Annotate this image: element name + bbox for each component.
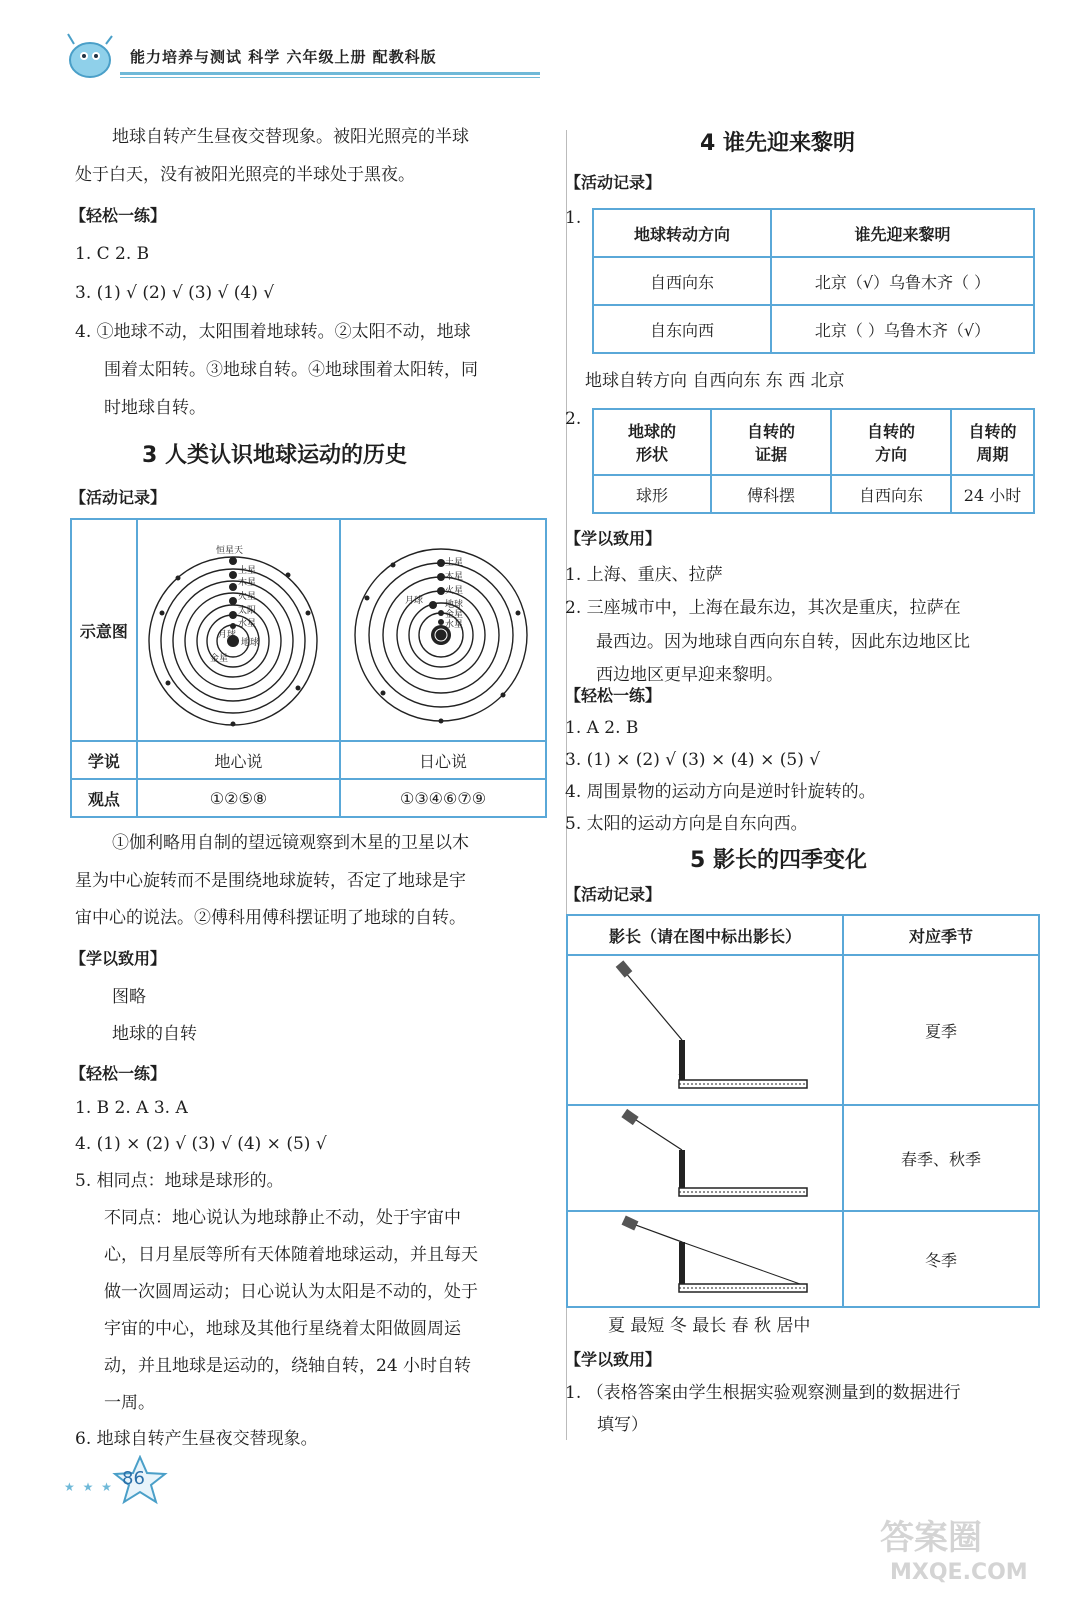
fill-in-line: 夏 最短 冬 最长 春 秋 居中: [608, 1316, 811, 1336]
season-cell: 春季、秋季: [843, 1105, 1039, 1211]
header-line: 自转的: [746, 422, 795, 441]
section-tag: 【学以致用】: [565, 1350, 662, 1369]
answer-line: 不同点：地心说认为地球静止不动，处于宇宙中: [104, 1208, 461, 1228]
answer-line: 1. （表格答案由学生根据实验观察测量到的数据进行: [565, 1383, 961, 1403]
dots-decoration: ★ ★ ★: [64, 1480, 114, 1494]
table-header: 影长（请在图中标出影长）: [567, 915, 843, 955]
answer-line: 5. 相同点：地球是球形的。: [75, 1171, 284, 1191]
table-cell: 球形: [593, 475, 711, 513]
answer-line: 4. 周围景物的运动方向是逆时针旋转的。: [565, 782, 876, 802]
answer-line: 西边地区更早迎来黎明。: [596, 665, 783, 685]
shadow-diagram: [567, 955, 843, 1105]
answer-line: 一周。: [104, 1393, 155, 1413]
header-line: 周期: [976, 445, 1009, 464]
table-cell: 北京（ ）乌鲁木齐（√）: [771, 305, 1034, 353]
table-header: 对应季节: [843, 915, 1039, 955]
section-title: 3 人类认识地球运动的历史: [142, 443, 407, 468]
answer-line: 心，日月星辰等所有天体随着地球运动，并且每天: [104, 1245, 478, 1265]
shadow-diagram: [567, 1105, 843, 1211]
helio-label: 地球: [445, 600, 464, 610]
section-tag: 【轻松一练】: [70, 206, 167, 225]
answer-line: 最西边。因为地球自西向东自转，因此东边地区比: [596, 632, 970, 652]
season-cell: 夏季: [843, 955, 1039, 1105]
explain-line: 宙中心的说法。②傅科用傅科摆证明了地球的自转。: [75, 908, 466, 928]
header-line: 自转的: [866, 422, 915, 441]
table-header: 谁先迎来黎明: [771, 209, 1034, 257]
table-header: [951, 409, 1034, 475]
answer-line: 1. A 2. B: [565, 718, 639, 738]
rotation-table: [592, 408, 1035, 514]
section-title: 4 谁先迎来黎明: [700, 131, 855, 156]
geo-label: 月球: [218, 630, 237, 640]
winter-shadow-icon: [575, 1212, 835, 1302]
table-header: [831, 409, 951, 475]
section-tag: 【活动记录】: [70, 488, 167, 507]
answer-line: 4. ①地球不动，太阳围着地球转。②太阳不动，地球: [75, 322, 471, 342]
intro-line: 地球自转产生昼夜交替现象。被阳光照亮的半球: [112, 127, 469, 147]
equinox-shadow-icon: [575, 1106, 835, 1206]
explain-line: ①伽利略用自制的望远镜观察到木星的卫星以木: [112, 833, 469, 853]
geocentric-model-icon: [148, 523, 328, 733]
section-title: 5 影长的四季变化: [690, 848, 867, 873]
theory-name: 地心说: [137, 741, 340, 779]
header-title: 能力培养与测试 科学 六年级上册 配教科版: [130, 48, 437, 66]
intro-line: 处于白天，没有被阳光照亮的半球处于黑夜。: [75, 165, 415, 185]
item-number: 1.: [565, 208, 582, 228]
answer-line: 4. (1) × (2) √ (3) √ (4) × (5) √: [75, 1134, 327, 1154]
summer-shadow-icon: [575, 958, 835, 1098]
answer-line: 3. (1) × (2) √ (3) × (4) × (5) √: [565, 750, 821, 770]
section-tag: 【轻松一练】: [565, 686, 662, 705]
answer-line: 3. (1) √ (2) √ (3) √ (4) √: [75, 283, 275, 303]
page-number: 86: [122, 1468, 145, 1489]
helio-label: 月球: [405, 596, 424, 606]
shadow-diagram: [567, 1211, 843, 1307]
answer-line: 1. 上海、重庆、拉萨: [565, 565, 723, 585]
answer-line: 围着太阳转。③地球自转。④地球围着太阳转，同: [104, 360, 478, 380]
table-cell: 北京（√）乌鲁木齐（ ）: [771, 257, 1034, 305]
geo-label: 地球: [241, 638, 260, 648]
answer-line: 时地球自转。: [104, 398, 206, 418]
geo-label: 木星: [238, 578, 257, 588]
heliocentric-model-icon: [353, 523, 533, 733]
header-line: 证据: [754, 445, 787, 464]
theory-views: ①②⑤⑧: [137, 779, 340, 817]
dawn-table: [592, 208, 1035, 354]
shadow-table: [566, 914, 1040, 1308]
helio-label: 木星: [445, 572, 464, 582]
theory-views: ①③④⑥⑦⑨: [340, 779, 546, 817]
header-line: 地球的: [627, 422, 676, 441]
geo-label: 土星: [238, 566, 257, 576]
answer-line: 地球的自转: [112, 1024, 197, 1044]
answer-line: 2. 三座城市中，上海在最东边，其次是重庆，拉萨在: [565, 598, 961, 618]
geocentric-diagram: [137, 519, 340, 741]
header-rule-thin: [120, 77, 540, 78]
models-table: [70, 518, 547, 818]
heliocentric-diagram: [340, 519, 546, 741]
explain-line: 星为中心旋转而不是围绕地球旋转，否定了地球是宇: [75, 871, 466, 891]
answer-line: 1. B 2. A 3. A: [75, 1098, 188, 1118]
helio-label: 火星: [445, 586, 464, 596]
table-cell: 自西向东: [831, 475, 951, 513]
section-tag: 【活动记录】: [565, 885, 662, 904]
header-line: 自转的: [968, 422, 1017, 441]
row-label: 观点: [71, 779, 137, 817]
helio-label: 金星: [445, 610, 464, 620]
section-tag: 【活动记录】: [565, 173, 662, 192]
geo-label: 火星: [238, 592, 257, 602]
table-cell: 24 小时: [951, 475, 1034, 513]
geo-label: 太阳: [238, 606, 257, 616]
table-cell: 傅科摆: [711, 475, 831, 513]
table-header: [593, 409, 711, 475]
geo-label: 恒星天: [216, 546, 244, 556]
row-label: 示意图: [71, 519, 137, 741]
answer-line: 5. 太阳的运动方向是自东向西。: [565, 814, 808, 834]
table-cell: 自东向西: [593, 305, 771, 353]
geo-label: 金星: [210, 654, 229, 664]
table-cell: 自西向东: [593, 257, 771, 305]
section-tag: 【学以致用】: [565, 529, 662, 548]
fill-in-line: 地球自转方向 自西向东 东 西 北京: [585, 371, 845, 391]
geo-label: 水星: [238, 619, 257, 629]
header-line: 形状: [635, 445, 668, 464]
answer-line: 6. 地球自转产生昼夜交替现象。: [75, 1429, 318, 1449]
answer-line: 填写）: [597, 1415, 648, 1435]
answer-line: 宇宙的中心，地球及其他行星绕着太阳做圆周运: [104, 1319, 461, 1339]
header-line: 方向: [874, 445, 907, 464]
row-label: 学说: [71, 741, 137, 779]
answer-line: 动，并且地球是运动的，绕轴自转，24 小时自转: [104, 1356, 472, 1376]
answer-line: 1. C 2. B: [75, 244, 150, 264]
item-number: 2.: [565, 409, 582, 429]
section-tag: 【轻松一练】: [70, 1064, 167, 1083]
answer-line: 做一次圆周运动；日心说认为太阳是不动的，处于: [104, 1282, 478, 1302]
helio-label: 水星: [445, 620, 464, 630]
section-tag: 【学以致用】: [70, 949, 167, 968]
watermark-logo: 答案圈: [880, 1518, 982, 1558]
header-rule: [120, 72, 540, 75]
table-header: 地球转动方向: [593, 209, 771, 257]
theory-name: 日心说: [340, 741, 546, 779]
season-cell: 冬季: [843, 1211, 1039, 1307]
watermark-url: MXQE.COM: [890, 1560, 1028, 1585]
mascot-icon: [64, 30, 116, 82]
answer-line: 图略: [112, 987, 146, 1007]
table-header: [711, 409, 831, 475]
helio-label: 土星: [445, 558, 464, 568]
